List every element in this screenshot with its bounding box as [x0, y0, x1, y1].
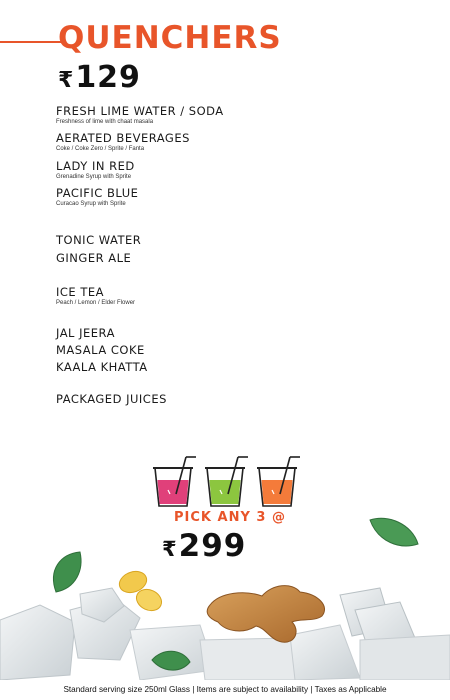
glass-3-icon: [257, 457, 300, 506]
glass-1-icon: [153, 457, 196, 506]
currency-symbol: ₹: [58, 68, 74, 93]
menu-item: [56, 131, 190, 152]
item-name: TONIC WATER: [56, 233, 142, 247]
item-name: JAL JEERA: [56, 326, 115, 340]
glass-2-icon: [205, 457, 248, 506]
section-price: [58, 60, 141, 95]
menu-item: [56, 159, 135, 180]
decorative-artwork: [0, 510, 450, 680]
item-name: PACIFIC BLUE: [56, 186, 139, 200]
item-name: GINGER ALE: [56, 251, 132, 265]
item-description: Freshness of lime with chaat masala: [56, 119, 154, 125]
page-title: QUENCHERS: [58, 20, 282, 56]
menu-item: [56, 251, 131, 265]
menu-item: [56, 360, 148, 374]
item-name: ICE TEA: [56, 285, 105, 299]
drink-glasses-icon: [150, 454, 300, 509]
footer-note: Standard serving size 250ml Glass | Items are subject to availability | Taxes as Applicable: [63, 685, 387, 694]
price-amount: 299: [178, 528, 247, 564]
item-name: KAALA KHATTA: [56, 360, 148, 374]
menu-item: [56, 326, 115, 340]
price-amount: 129: [75, 60, 141, 95]
item-name: MASALA COKE: [56, 343, 145, 357]
item-name: PACKAGED JUICES: [56, 392, 167, 406]
item-name: FRESH LIME WATER / SODA: [56, 104, 224, 118]
menu-item: [56, 285, 135, 306]
item-description: Grenadine Syrup with Sprite: [56, 174, 132, 180]
title-rule: [0, 41, 62, 43]
item-name: LADY IN RED: [56, 159, 135, 173]
item-description: Coke / Coke Zero / Sprite / Fanta: [56, 146, 145, 152]
menu-item: [56, 392, 167, 406]
currency-symbol: ₹: [162, 537, 177, 561]
menu-item: [56, 104, 224, 125]
item-description: Curacao Syrup with Sprite: [56, 201, 126, 207]
item-name: AERATED BEVERAGES: [56, 131, 190, 145]
menu-item: [56, 186, 138, 207]
menu-item: [56, 343, 145, 357]
menu-item: [56, 233, 141, 247]
pick-any-label: PICK ANY 3 @: [174, 510, 286, 525]
item-description: Peach / Lemon / Elder Flower: [56, 300, 136, 306]
